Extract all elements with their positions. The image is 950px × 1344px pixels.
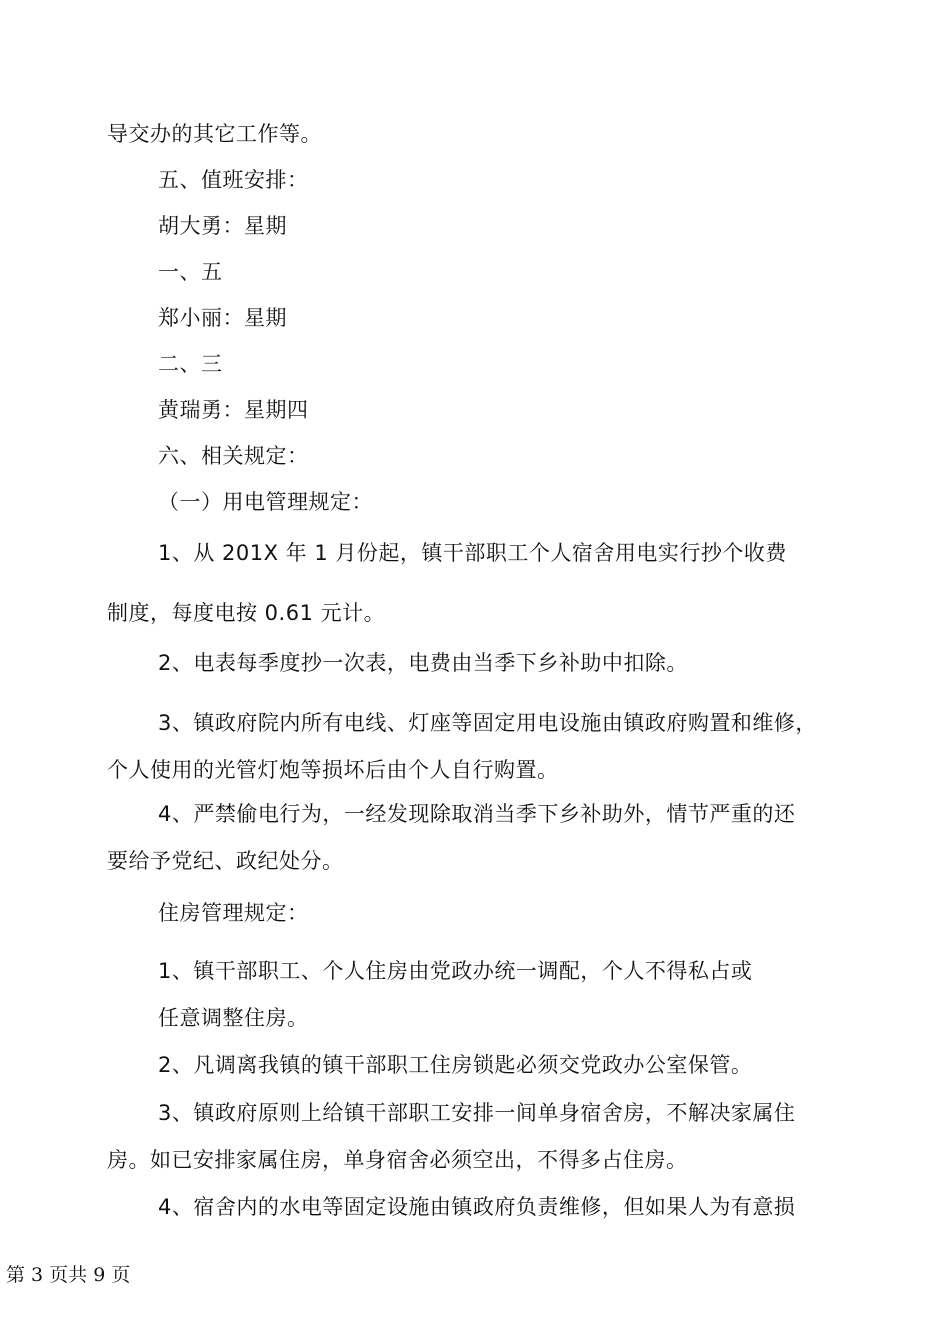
text-line: 4、宿舍内的水电等固定设施由镇政府负责维修，但如果人为有意损	[158, 1195, 796, 1219]
text-line: 房。如已安排家属住房，单身宿舍必须空出，不得多占住房。	[107, 1148, 688, 1172]
text-line: 2、凡调离我镇的镇干部职工住房锁匙必须交党政办公室保管。	[158, 1053, 753, 1077]
text-line: 一、五	[158, 260, 223, 284]
text-line: 导交办的其它工作等。	[107, 122, 322, 146]
text-line: 黄瑞勇：星期四	[158, 398, 309, 422]
text-line: 2、电表每季度抄一次表，电费由当季下乡补助中扣除。	[158, 651, 688, 675]
subsection-heading: （一）用电管理规定：	[158, 490, 373, 514]
text-line: 二、三	[158, 352, 223, 376]
page-number-footer: 第 3 页共 9 页	[6, 1264, 131, 1286]
text-line: 个人使用的光管灯炮等损坏后由个人自行购置。	[107, 758, 559, 782]
section-heading: 六、相关规定：	[158, 444, 309, 468]
text-line: 1、镇干部职工、个人住房由党政办统一调配，个人不得私占或	[158, 959, 753, 983]
section-heading: 住房管理规定：	[158, 901, 309, 925]
text-line: 要给予党纪、政纪处分。	[107, 849, 344, 873]
text-line: 任意调整住房。	[158, 1006, 309, 1030]
text-line: 3、镇政府院内所有电线、灯座等固定用电设施由镇政府购置和维修，	[158, 711, 817, 735]
text-line: 1、从 201X 年 1 月份起，镇干部职工个人宿舍用电实行抄个收费	[158, 541, 787, 565]
section-heading: 五、值班安排：	[158, 168, 309, 192]
text-line: 胡大勇：星期	[158, 214, 287, 238]
text-line: 3、镇政府原则上给镇干部职工安排一间单身宿舍房，不解决家属住	[158, 1101, 796, 1125]
text-line: 制度，每度电按 0.61 元计。	[107, 601, 386, 625]
text-line: 4、严禁偷电行为，一经发现除取消当季下乡补助外，情节严重的还	[158, 802, 796, 826]
text-line: 郑小丽：星期	[158, 306, 287, 330]
